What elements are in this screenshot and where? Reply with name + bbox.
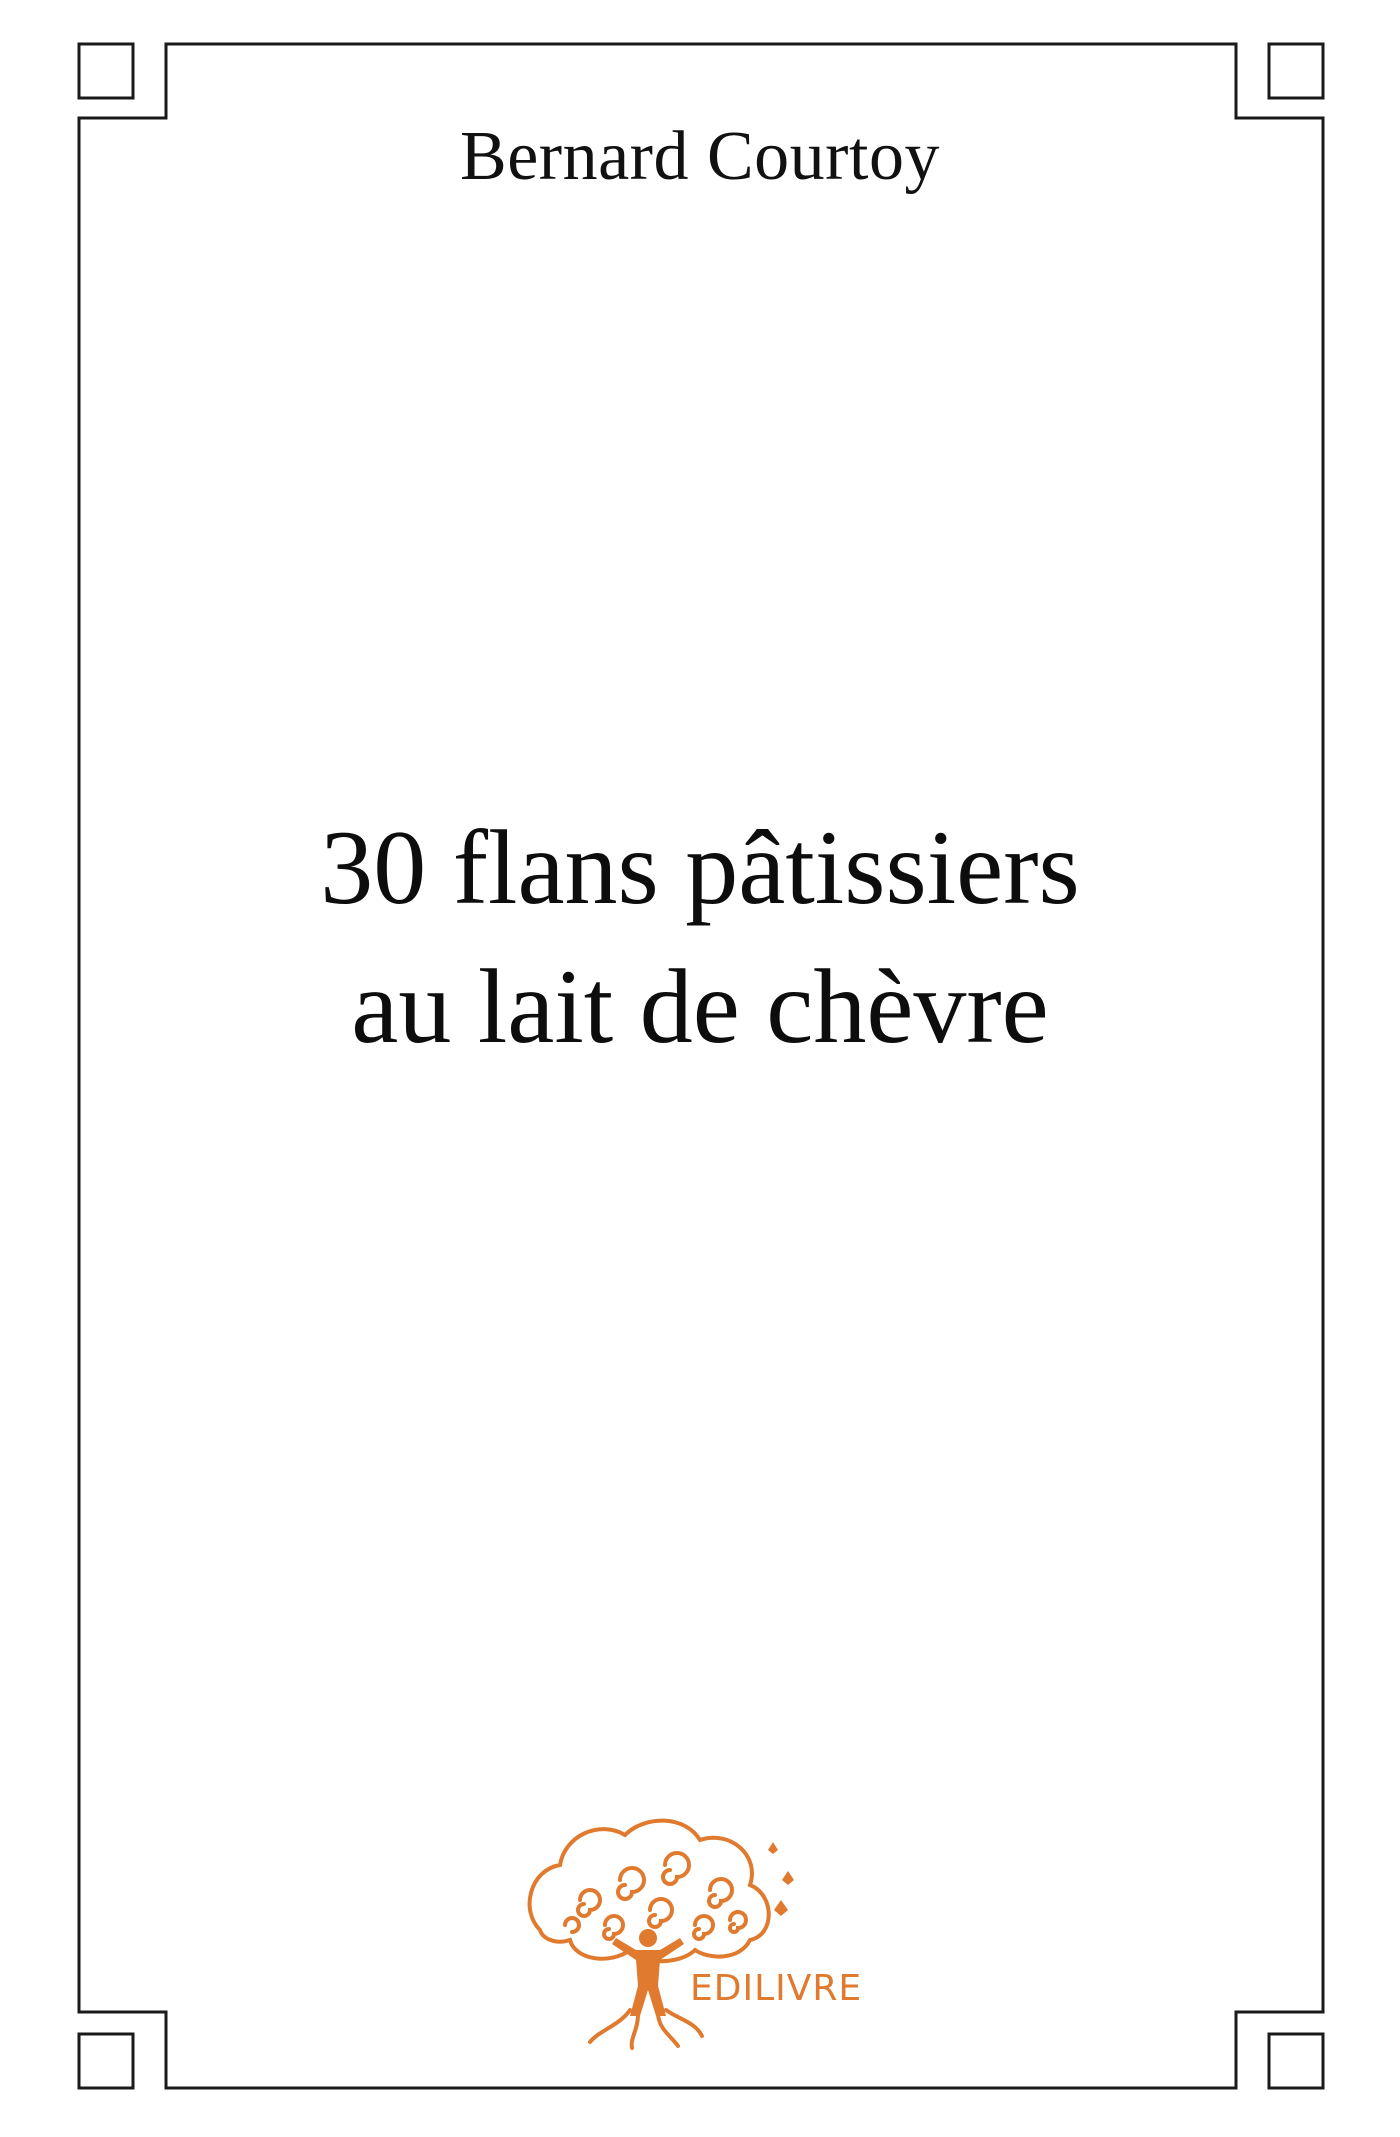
corner-square-bottom-right: [1269, 2034, 1323, 2088]
author-name: Bernard Courtoy: [460, 118, 940, 195]
title-line-2: au lait de chèvre: [351, 948, 1049, 1065]
tree-man-icon: [520, 1810, 900, 2050]
title-line-1: 30 flans pâtissiers: [320, 809, 1080, 926]
corner-square-top-right: [1269, 44, 1323, 98]
publisher-name: EDILIVRE: [690, 1968, 863, 2009]
publisher-logo: [520, 1810, 900, 2050]
corner-square-top-left: [79, 44, 133, 98]
book-title: [0, 798, 1400, 1076]
corner-square-bottom-left: [79, 2034, 133, 2088]
